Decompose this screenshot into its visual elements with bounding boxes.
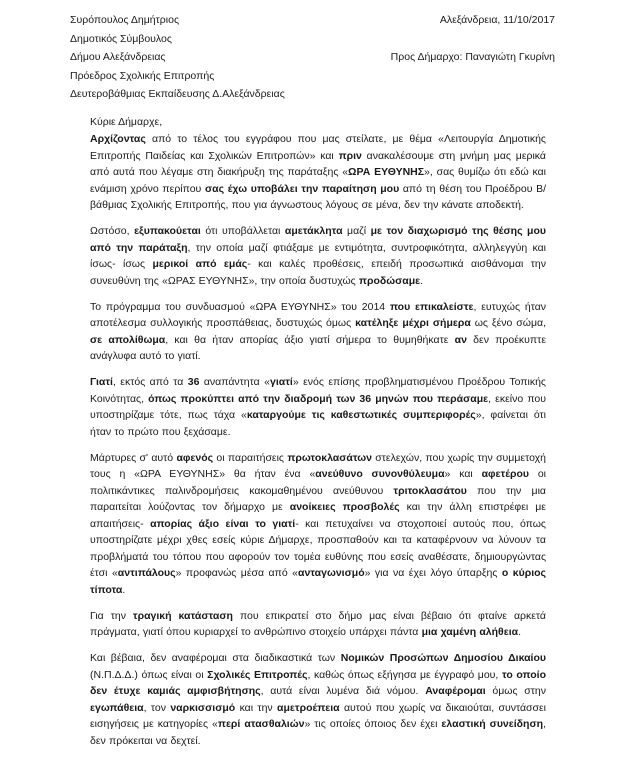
bold-text: όπως προκύπτει από την διαδρομή των 36 μηνών που περάσαμε — [148, 392, 489, 405]
paragraph — [90, 450, 546, 599]
bold-text: που επικαλείστε — [389, 300, 474, 313]
text-run: από το τέλος του εγγράφου που μας στείλατε, με θέμα «Λειτουργία Δημοτικής Επιτροπής Παιδείας και Σχολικών Επιτροπών» και — [90, 133, 546, 162]
text-run: - και καλές προθέσεις, επειδή προσωπικά αισθάνομαι την συνευθύνη της «ΩΡΑΣ ΕΥΘΥΝΗΣ», την οποία δυστυχώς — [90, 258, 547, 287]
bold-text: 36 — [187, 376, 200, 388]
letter-body — [90, 131, 546, 759]
text-run: » τις οποίες όποιος δεν έχει — [304, 718, 442, 730]
text-run: » ενός επίσης προβληματισμένου Προέδρου Τοπικής Κοινότητας, — [90, 376, 546, 405]
text-run: οι παραιτήσεις — [213, 451, 288, 464]
bold-text: σε απολίθωμα — [90, 333, 166, 346]
sender-municipality: Δήμου Αλεξάνδρειας — [70, 51, 166, 64]
recipient-line: Προς Δήμαρχο: Παναγιώτη Γκυρίνη — [390, 51, 555, 63]
text-run: Και βέβαια, δεν αναφέρομαι στα διαδικαστικά των — [90, 652, 341, 664]
text-run: , ευτυχώς ήταν αποτέλεσμα συλλογικής προσπάθειας, δυστυχώς όμως — [90, 300, 547, 329]
text-run: . — [122, 583, 126, 596]
text-run: , καθώς όπως εξήγησα με έγγραφό μου, — [307, 668, 502, 681]
text-run: , την οποία μαζί φτιάξαμε με εντιμότητα, συντροφικότητα, αλληλεγγύη και ίσως- ίσως — [90, 241, 547, 270]
text-run: , και θα ήταν απορίας άξιο γιατί σήμερα το θυμηθήκατε — [165, 333, 455, 346]
text-run: , εκείνο που υποστηρίζαμε τότε, πως τάχα « — [90, 392, 546, 421]
text-run: » για να έχει λόγο ύπαρξης — [364, 567, 502, 579]
bold-text: Αναφέρομαι — [425, 685, 486, 697]
bold-text: αφενός — [176, 451, 214, 464]
text-run: στελεχών, που χωρίς την συμμετοχή τους η «ΩΡΑ ΕΥΘΥΝΗΣ» θα ήταν ένα « — [90, 451, 546, 480]
bold-text: απορίας άξιο είναι το γιατί — [150, 517, 296, 530]
bold-text: πριν — [338, 149, 362, 162]
bold-text: καταργούμε τις καθεστωτικές συμπεριφορές — [246, 409, 476, 421]
text-run: Ωστόσο, — [90, 225, 135, 237]
text-run: (Ν.Π.Δ.Δ.) όπως είναι οι — [90, 668, 208, 681]
bold-text: τριτοκλασάτου — [393, 484, 467, 497]
text-run: , τον — [143, 701, 171, 714]
text-run: ανακαλέσουμε στη μνήμη μας μερικά από αυτά που λέγαμε στη διακήρυξη της παράταξης « — [90, 149, 546, 178]
sender-role: Δημοτικός Σύμβουλος — [70, 32, 172, 45]
text-run: , δεν πρόκειται να δεχτεί. — [90, 718, 546, 747]
sender-block — [70, 11, 285, 104]
text-run: μαζί — [342, 225, 371, 237]
paragraph — [90, 650, 546, 749]
text-run: », σας θυμίζω ότι εδώ και ενάμιση χρόνο περίπου — [90, 166, 546, 195]
text-run: » προφανώς μέσα από « — [175, 567, 298, 579]
text-run: - και πετυχαίνει να στοχοποιεί αυτούς που, όπως υποστηρίζατε μέχρι χθες εσείς κύριε Δήμαρχε, προσπαθούν και τα καταφέρνουν να λύνουν τα προβλήματά του τόπου που αφορούν τον τομέα ευθύνης που εσείς αναθέσατε, δημιουργώντας έτσι « — [90, 517, 546, 579]
text-run: που επικρατεί στο δήμο μας είναι βέβαιο ότι φταίνε αρκετά πράγματα, γιατί όπου κυριαρχεί το ανθρώπινο στοιχείο υπάρχει πάντα — [90, 609, 546, 638]
text-run: οι πολιτικάντικες παλινδρομήσεις κακομαθημένου ανεύθυνου — [90, 468, 546, 497]
text-run: . — [420, 274, 424, 287]
bold-text: περί ατασθαλιών — [217, 718, 305, 730]
paragraph — [90, 608, 546, 641]
text-run: Το πρόγραμμα του συνδυασμού «ΩΡΑ ΕΥΘΥΝΗΣ» του 2014 — [90, 300, 390, 313]
bold-text: αμετροέπεια — [277, 701, 340, 714]
bold-text: σας έχω υποβάλει την παραίτηση μου — [204, 182, 400, 195]
paragraph — [90, 131, 546, 214]
bold-text: Γιατί — [90, 376, 113, 388]
text-run: που την μια παραιτείται λούζοντας τον δήμαρχο με — [90, 484, 546, 513]
bold-text: ελαστική συνείδηση — [441, 718, 544, 730]
bold-text: προδώσαμε — [358, 274, 421, 287]
bold-text: με τον διαχωρισμό της θέσης μου από την παράταξη — [90, 225, 546, 254]
bold-text: τραγική κατάσταση — [132, 609, 233, 622]
salutation: Κύριε Δήμαρχε, — [90, 116, 163, 128]
bold-text: ο κύριος τίποτα — [90, 567, 546, 596]
bold-text: γιατί — [269, 376, 293, 388]
text-run: . — [518, 626, 522, 638]
text-run: αυτού που χωρίς να δικαιούται, συντάσσει εισηγήσεις με κατηγορίες « — [90, 701, 547, 730]
text-run: και την άλλη επιστρέφει με απαιτήσεις- — [90, 501, 546, 530]
letter-date: Αλεξάνδρεια, 11/10/2017 — [439, 14, 555, 26]
text-run: Για την — [90, 609, 133, 622]
bold-text: αφετέρου — [481, 468, 529, 480]
bold-text: ανταγωνισμό — [297, 567, 365, 579]
bold-text: Νομικών Προσώπων Δημοσίου Δικαίου — [340, 652, 546, 664]
bold-text: ναρκισσισμό — [170, 701, 236, 714]
bold-text: ΩΡΑ ΕΥΘΥΝΗΣ — [348, 166, 425, 178]
bold-text: εγωπάθεια — [90, 701, 144, 714]
sender-committee: Δευτεροβάθμιας Εκπαίδευσης Δ.Αλεξάνδρειας — [70, 88, 285, 101]
bold-text: Αρχίζοντας — [90, 133, 146, 145]
text-run: από τη θέση του Προέδρου Β/βάθμιας Σχολικής Επιτροπής, που για άγνωστους λόγους σε μένα, δεν την κάνατε αποδεκτή. — [90, 182, 546, 211]
bold-text: ανεύθυνο συνονθύλευμα — [315, 468, 445, 480]
bold-text: αν — [454, 333, 467, 346]
text-run: Μάρτυρες σ' αυτό — [90, 451, 177, 464]
bold-text: μια χαμένη αλήθεια — [421, 626, 519, 638]
bold-text: αντιπάλους — [117, 567, 176, 579]
bold-text: πρωτοκλασάτων — [287, 451, 372, 464]
bold-text: εξυπακούεται — [134, 225, 201, 237]
text-run: δεν προέκυπτε ανάγλυφα αυτό το γιατί. — [90, 333, 546, 362]
text-run: ότι υποβάλλεται — [200, 225, 285, 237]
paragraph — [90, 223, 546, 289]
text-run: και την — [235, 701, 278, 714]
text-run: , εκτός από τα — [112, 376, 188, 388]
bold-text: ανοίκειες προσβολές — [289, 501, 400, 513]
bold-text: μερικοί από εμάς — [152, 258, 248, 270]
text-run: αναπάντητα « — [199, 376, 270, 388]
paragraph — [90, 374, 546, 440]
bold-text: Σχολικές Επιτροπές — [207, 668, 308, 681]
text-run: » και — [444, 468, 482, 480]
text-run: , αυτά είναι λυμένα διά νόμου. — [260, 685, 426, 697]
paragraph — [90, 299, 546, 365]
text-run: ως ξένο σώμα, — [470, 317, 546, 329]
sender-name: Συρόπουλος Δημήτριος — [70, 14, 179, 26]
text-run: », φαίνεται ότι ήταν το πρώτο που ξεχάσαμε. — [90, 409, 546, 438]
bold-text: το οποίο δεν έτυχε καμιάς αμφισβήτησης — [90, 668, 546, 697]
bold-text: αμετάκλητα — [284, 225, 343, 237]
bold-text: κατέληξε μέχρι σήμερα — [355, 317, 471, 329]
sender-position: Πρόεδρος Σχολικής Επιτροπής — [70, 69, 215, 82]
text-run: όμως στην — [485, 685, 547, 697]
